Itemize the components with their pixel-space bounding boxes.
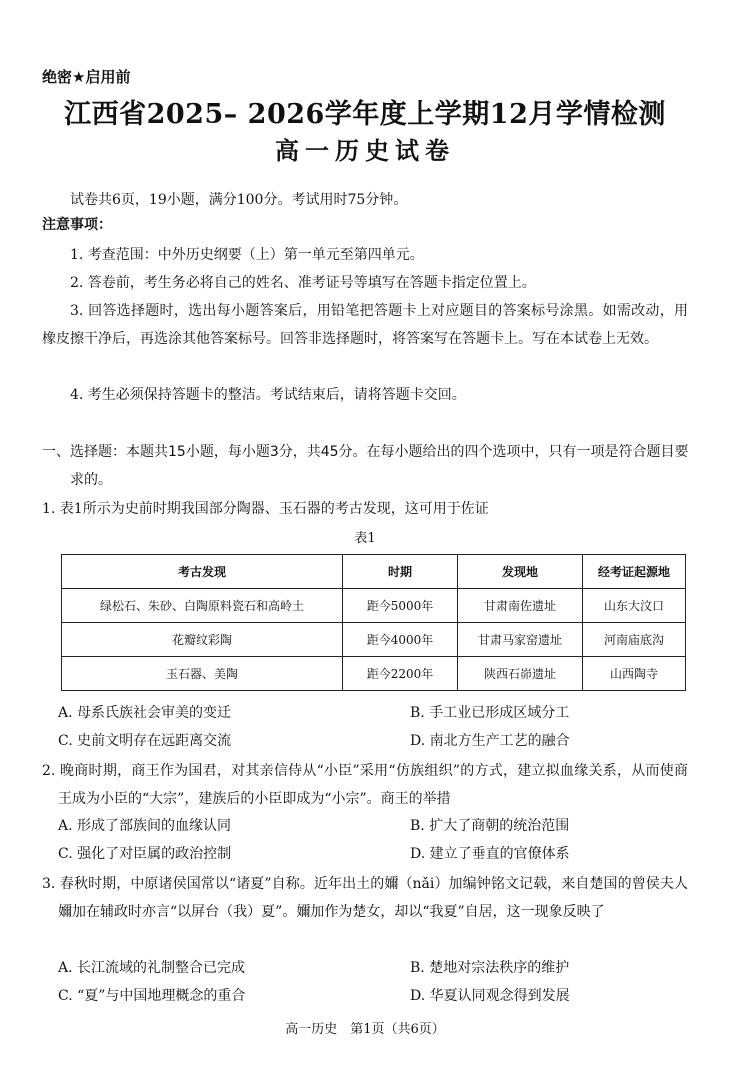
q1-option-d: D. 南北方生产工艺的融合 [410, 733, 570, 749]
table-cell: 绿松石、朱砂、白陶原料瓷石和高岭土 [62, 589, 343, 623]
note-4: 4. 考生必须保持答题卡的整洁。考试结束后，请将答题卡交回。 [70, 387, 466, 403]
q2-option-b: B. 扩大了商朝的统治范围 [410, 818, 570, 834]
q3-option-d: D. 华夏认同观念得到发展 [410, 988, 570, 1004]
question-1-stem: 1. 表1所示为史前时期我国部分陶器、玉石器的考古发现，这可用于佐证 [42, 501, 489, 517]
question-3-stem: 3. 春秋时期，中原诸侯国常以“诸夏”自称。近年出土的嬭（nǎi）加编钟铭文记载，来自楚国的曾侯夫人嬭加在辅政时亦言“以屏台（我）夏”。嬭加作为楚女，却以“我夏”自居，这一现象反映了 [42, 876, 688, 920]
q3-option-a: A. 长江流域的礼制整合已完成 [58, 960, 246, 976]
note-3: 3. 回答选择题时，选出每小题答案后，用铅笔把答题卡上对应题目的答案标号涂黑。如需改动，用橡皮擦干净后，再选涂其他答案标号。回答非选择题时，将答案写在答题卡上。写在本试卷上无效。 [42, 303, 688, 347]
table-cell: 玉石器、美陶 [62, 657, 343, 691]
q2-option-c: C. 强化了对臣属的政治控制 [58, 846, 232, 862]
exam-title: 江西省2025– 2026学年度上学期12月学情检测 [64, 99, 666, 130]
q1-option-c: C. 史前文明存在远距离交流 [58, 733, 232, 749]
section-heading-text: 一、选择题：本题共15小题，每小题3分，共45分。在每小题给出的四个选项中，只有一项是符合题目要求的。 [42, 444, 689, 488]
q1-option-b: B. 手工业已形成区域分工 [410, 705, 570, 721]
table-header-cell: 发现地 [458, 555, 583, 589]
table-cell: 花瓣纹彩陶 [62, 623, 343, 657]
table-cell: 距今4000年 [343, 623, 458, 657]
q2-option-a: A. 形成了部族间的血缘认同 [58, 818, 232, 834]
q3-option-b: B. 楚地对宗法秩序的维护 [410, 960, 570, 976]
table-header-cell: 时期 [343, 555, 458, 589]
notice-title: 注意事项： [42, 217, 112, 233]
table-cell: 距今2200年 [343, 657, 458, 691]
table-cell: 山东大汶口 [583, 589, 686, 623]
q3-option-c: C. “夏”与中国地理概念的重合 [58, 988, 246, 1004]
q1-option-a: A. 母系氏族社会审美的变迁 [58, 705, 232, 721]
note-2: 2. 答卷前，考生务必将自己的姓名、准考证号等填写在答题卡指定位置上。 [70, 275, 536, 291]
page-footer: 高一历史 第1页（共6页） [285, 1022, 445, 1037]
confidential-label: 绝密★启用前 [42, 68, 131, 86]
table-header-row [62, 555, 686, 589]
table-1 [61, 554, 686, 691]
table-row [62, 657, 686, 691]
table-header-cell: 经考证起源地 [583, 555, 686, 589]
table-row [62, 589, 686, 623]
note-1: 1. 考查范围：中外历史纲要（上）第一单元至第四单元。 [70, 247, 424, 263]
question-2-stem: 2. 晚商时期，商王作为国君，对其亲信侍从“小臣”采用“仿族组织”的方式，建立拟血缘关系，从而使商王成为小臣的“大宗”，建族后的小臣即成为“小宗”。商王的举措 [42, 763, 688, 807]
table-row [62, 623, 686, 657]
table-cell: 陕西石峁遗址 [458, 657, 583, 691]
exam-subject-title: 高一历史试卷 [275, 136, 455, 165]
q2-option-d: D. 建立了垂直的官僚体系 [410, 846, 570, 862]
table-header-cell: 考古发现 [62, 555, 343, 589]
table-caption: 表1 [354, 531, 376, 546]
table-cell: 甘肃马家窑遗址 [458, 623, 583, 657]
exam-summary: 试卷共6页，19小题，满分100分。考试用时75分钟。 [70, 192, 408, 208]
table-cell: 河南庙底沟 [583, 623, 686, 657]
table-cell: 山西陶寺 [583, 657, 686, 691]
table-cell: 甘肃南佐遗址 [458, 589, 583, 623]
table-cell: 距今5000年 [343, 589, 458, 623]
section-heading [42, 438, 692, 494]
